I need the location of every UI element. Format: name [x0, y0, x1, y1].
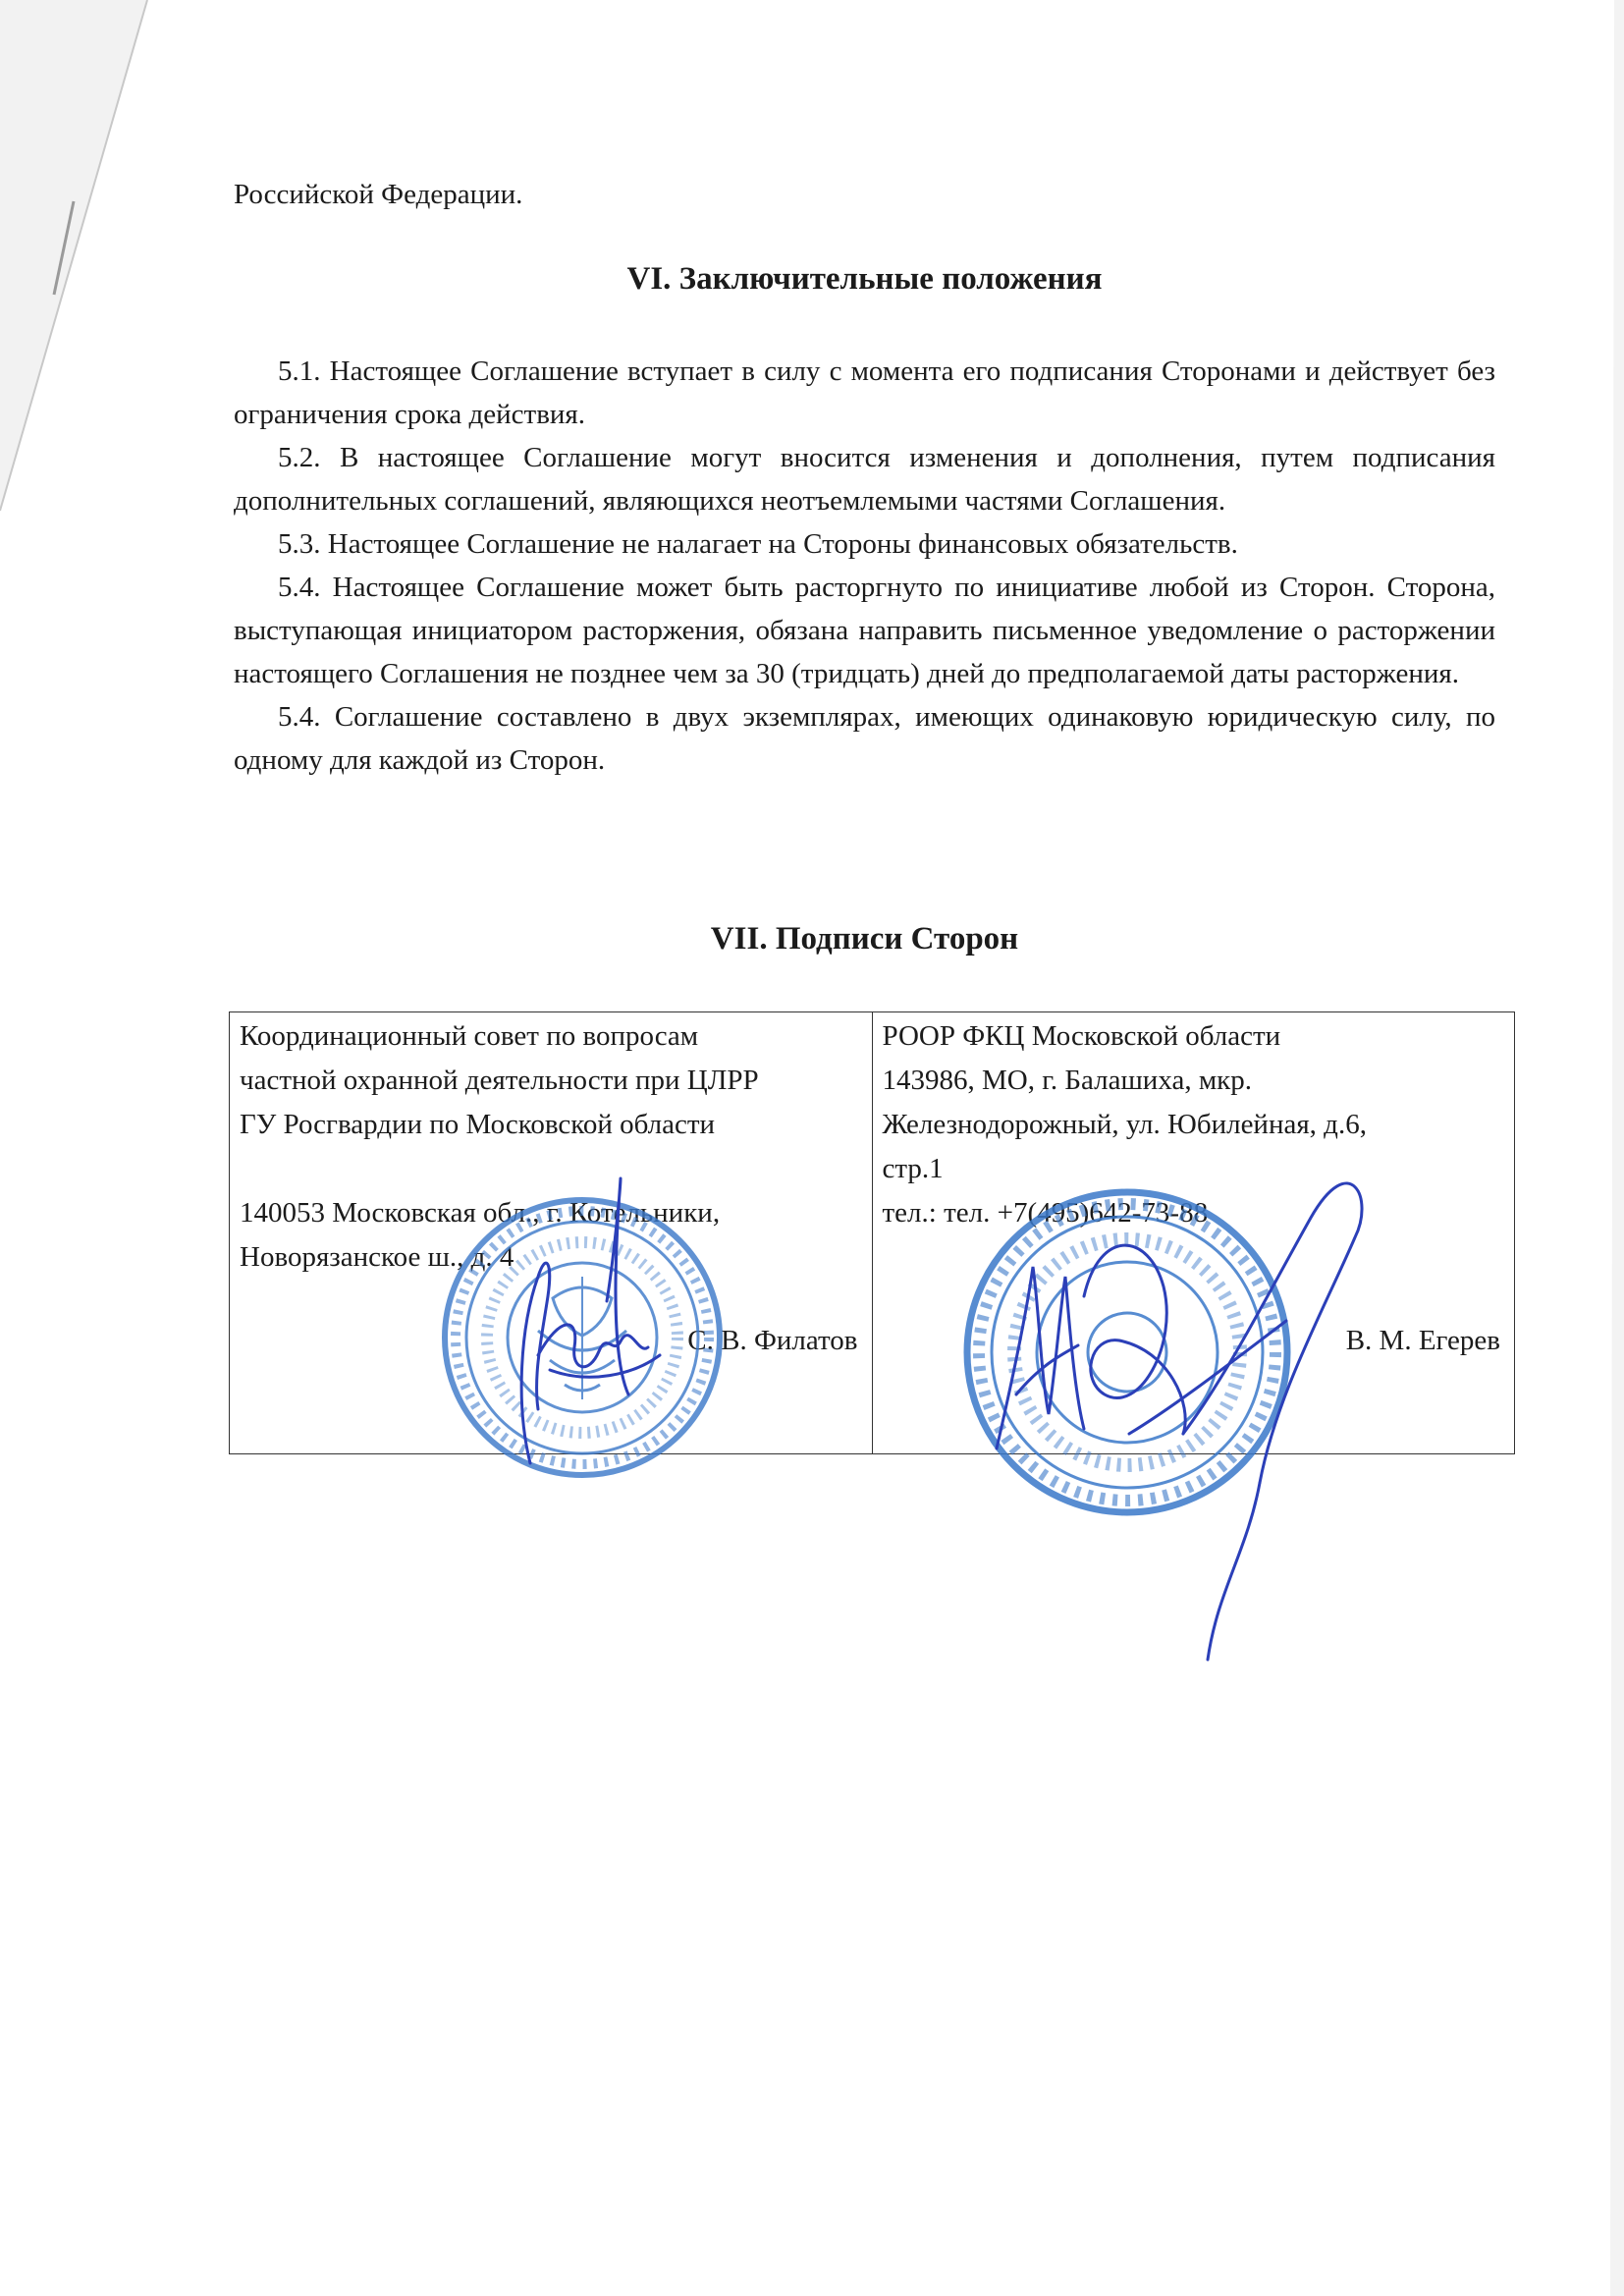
paragraph-5-4b: 5.4. Соглашение составлено в двух экземплярах, имеющих одинаковую юридическую силу, по одному для каждой из Сторон. [234, 701, 1495, 776]
paragraph-5-3: 5.3. Настоящее Соглашение не налагает на Стороны финансовых обязательств. [278, 528, 1238, 560]
left-party-address: Новорязанское ш., д. 4 [240, 1241, 514, 1273]
section-6-paragraphs [234, 350, 1495, 782]
left-party-cell [230, 1012, 873, 1454]
left-party-line: ГУ Росгвардии по Московской области [240, 1109, 716, 1140]
intro-text: Российской Федерации. [234, 179, 523, 210]
paragraph-5-2: 5.2. В настоящее Соглашение могут вносится изменения и дополнения, путем подписания дополнительных соглашений, являющихся неотъемлемыми частями Соглашения. [234, 442, 1495, 517]
section-7-title: VII. Подписи Сторон [710, 921, 1019, 957]
section-6-title: VI. Заключительные положения [626, 261, 1103, 297]
right-signer-name: В. М. Егерев [1345, 1325, 1500, 1356]
spacer [240, 1147, 862, 1191]
left-party-line: Координационный совет по вопросам [240, 1020, 699, 1052]
right-party-line: стр.1 [882, 1153, 944, 1184]
left-party-line: частной охранной деятельности при ЦЛРР [240, 1065, 759, 1096]
right-party-cell [872, 1012, 1515, 1454]
left-signer-name: С. В. Филатов [687, 1325, 858, 1356]
paragraph-5-4: 5.4. Настоящее Соглашение может быть расторгнуто по инициативе любой из Сторон. Сторона, выступающая инициатором расторжения, обязана направить письменное уведомление о расторжении настоящего Соглашения не позднее чем за 30 (тридцать) дней до предполагаемой даты расторжения. [234, 572, 1495, 689]
right-party-line: РООР ФКЦ Московской области [882, 1020, 1281, 1052]
right-party-line: Железнодорожный, ул. Юбилейная, д.6, [882, 1109, 1367, 1140]
signatures-table [229, 1011, 1515, 1454]
right-party-line: тел.: тел. +7(495)642-73-88 [882, 1197, 1209, 1229]
left-party-address: 140053 Московская обл., г. Котельники, [240, 1197, 721, 1229]
right-party-line: 143986, МО, г. Балашиха, мкр. [882, 1065, 1253, 1096]
paragraph-5-1: 5.1. Настоящее Соглашение вступает в силу с момента его подписания Сторонами и действует без ограничения срока действия. [234, 355, 1495, 430]
